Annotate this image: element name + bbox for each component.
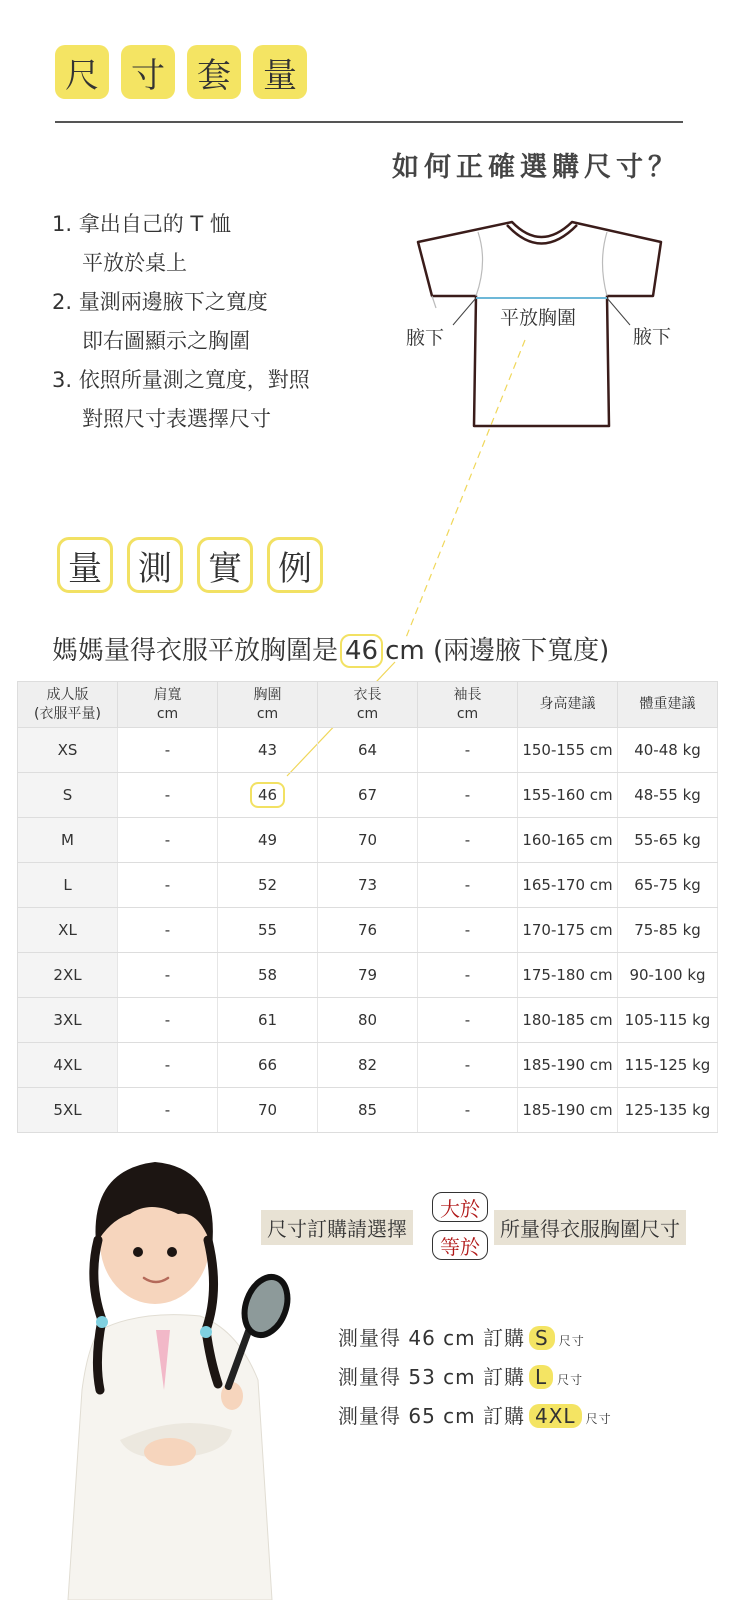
example-title-char: 量 bbox=[57, 537, 113, 593]
size-unit: 尺寸 bbox=[557, 1373, 584, 1387]
left-armpit-label: 腋下 bbox=[406, 327, 445, 349]
header-sleeve: 袖長 cm bbox=[418, 682, 518, 728]
table-cell: 52 bbox=[218, 863, 318, 908]
step-line: 2. 量測兩邊腋下之寬度 bbox=[52, 290, 268, 314]
size-pill: 4XL bbox=[529, 1404, 582, 1428]
title-char: 套 bbox=[187, 45, 241, 99]
rule-right-tag: 所量得衣服胸圍尺寸 bbox=[494, 1210, 686, 1245]
title-char: 寸 bbox=[121, 45, 175, 99]
table-row bbox=[18, 908, 718, 953]
size-cell: XS bbox=[18, 728, 118, 773]
header-shoulder: 肩寬 cm bbox=[118, 682, 218, 728]
header-height: 身高建議 bbox=[518, 682, 618, 728]
table-cell: - bbox=[118, 863, 218, 908]
size-cell: 3XL bbox=[18, 998, 118, 1043]
step-line: 1. 拿出自己的 T 恤 bbox=[52, 212, 231, 236]
example-title-char: 實 bbox=[197, 537, 253, 593]
step-line: 平放於桌上 bbox=[82, 251, 187, 275]
table-cell: 58 bbox=[218, 953, 318, 998]
example-line bbox=[338, 1361, 583, 1390]
table-cell: 48-55 kg bbox=[618, 773, 718, 818]
table-cell: 49 bbox=[218, 818, 318, 863]
table-cell: - bbox=[418, 863, 518, 908]
header-chest: 胸圍 cm bbox=[218, 682, 318, 728]
table-row bbox=[18, 818, 718, 863]
table-cell: 155-160 cm bbox=[518, 773, 618, 818]
table-cell: 160-165 cm bbox=[518, 818, 618, 863]
armpit-pointer-right bbox=[607, 298, 630, 325]
table-cell: 76 bbox=[318, 908, 418, 953]
size-pill: S bbox=[529, 1326, 555, 1350]
example-text: 測量得 46 cm 訂購 bbox=[338, 1326, 525, 1350]
example-text: 測量得 65 cm 訂購 bbox=[338, 1404, 525, 1428]
table-row bbox=[18, 953, 718, 998]
table-cell: - bbox=[418, 953, 518, 998]
table-cell: 105-115 kg bbox=[618, 998, 718, 1043]
step-line: 即右圖顯示之胸圍 bbox=[82, 329, 250, 353]
table-cell: 67 bbox=[318, 773, 418, 818]
headline-text: 媽媽量得衣服平放胸圍是 bbox=[52, 636, 339, 666]
table-cell: 55 bbox=[218, 908, 318, 953]
step-line: 對照尺寸表選擇尺寸 bbox=[82, 407, 271, 431]
table-row bbox=[18, 863, 718, 908]
table-cell: 115-125 kg bbox=[618, 1043, 718, 1088]
table-row bbox=[18, 728, 718, 773]
table-cell: - bbox=[118, 1088, 218, 1133]
table-cell: 185-190 cm bbox=[518, 1088, 618, 1133]
table-cell: 165-170 cm bbox=[518, 863, 618, 908]
table-cell: 40-48 kg bbox=[618, 728, 718, 773]
table-cell: - bbox=[418, 1043, 518, 1088]
table-cell bbox=[218, 773, 318, 818]
table-cell: - bbox=[118, 728, 218, 773]
table-cell: 82 bbox=[318, 1043, 418, 1088]
table-header-row bbox=[18, 682, 718, 728]
table-cell: 66 bbox=[218, 1043, 318, 1088]
size-cell: 2XL bbox=[18, 953, 118, 998]
table-row bbox=[18, 773, 718, 818]
size-cell: S bbox=[18, 773, 118, 818]
table-cell: 43 bbox=[218, 728, 318, 773]
header-size: 成人版 (衣服平量) bbox=[18, 682, 118, 728]
headline-text: cm (兩邊腋下寬度) bbox=[385, 636, 610, 666]
table-cell: 185-190 cm bbox=[518, 1043, 618, 1088]
chest-to-table-connector bbox=[405, 340, 525, 640]
table-cell: 64 bbox=[318, 728, 418, 773]
size-unit: 尺寸 bbox=[585, 1412, 612, 1426]
table-cell: 75-85 kg bbox=[618, 908, 718, 953]
chest-label: 平放胸圍 bbox=[500, 307, 577, 329]
header-weight: 體重建議 bbox=[618, 682, 718, 728]
table-cell: 180-185 cm bbox=[518, 998, 618, 1043]
table-cell: - bbox=[418, 773, 518, 818]
how-to-title: 如何正確選購尺寸？ bbox=[392, 152, 680, 183]
table-cell: - bbox=[118, 773, 218, 818]
table-row bbox=[18, 1088, 718, 1133]
size-cell: XL bbox=[18, 908, 118, 953]
right-armpit-label: 腋下 bbox=[633, 326, 672, 348]
table-cell: 80 bbox=[318, 998, 418, 1043]
table-cell: 70 bbox=[218, 1088, 318, 1133]
header-length: 衣長 cm bbox=[318, 682, 418, 728]
size-cell: L bbox=[18, 863, 118, 908]
armpit-pointer-left bbox=[453, 298, 476, 325]
child-illustration bbox=[60, 1140, 320, 1600]
table-cell: - bbox=[418, 728, 518, 773]
size-cell: 5XL bbox=[18, 1088, 118, 1133]
table-cell: 65-75 kg bbox=[618, 863, 718, 908]
table-cell: 150-155 cm bbox=[518, 728, 618, 773]
table-row bbox=[18, 1043, 718, 1088]
table-cell: - bbox=[118, 998, 218, 1043]
table-cell: 170-175 cm bbox=[518, 908, 618, 953]
table-cell: 73 bbox=[318, 863, 418, 908]
rule-bubble-greater: 大於 bbox=[432, 1192, 488, 1222]
size-table bbox=[17, 681, 718, 1133]
headline-value: 46 bbox=[340, 634, 383, 668]
size-pill: L bbox=[529, 1365, 553, 1389]
table-cell: 125-135 kg bbox=[618, 1088, 718, 1133]
table-cell: 175-180 cm bbox=[518, 953, 618, 998]
example-text: 測量得 53 cm 訂購 bbox=[338, 1365, 525, 1389]
table-cell: - bbox=[118, 818, 218, 863]
example-headline bbox=[52, 630, 609, 668]
example-title bbox=[57, 537, 323, 593]
table-cell: 90-100 kg bbox=[618, 953, 718, 998]
example-line bbox=[338, 1400, 612, 1429]
table-cell: - bbox=[118, 908, 218, 953]
table-cell: 61 bbox=[218, 998, 318, 1043]
size-cell: M bbox=[18, 818, 118, 863]
highlighted-chest-value: 46 bbox=[250, 782, 285, 808]
title-char: 尺 bbox=[55, 45, 109, 99]
table-cell: - bbox=[118, 1043, 218, 1088]
table-cell: - bbox=[418, 908, 518, 953]
table-cell: - bbox=[418, 1088, 518, 1133]
table-cell: - bbox=[118, 953, 218, 998]
table-cell: 55-65 kg bbox=[618, 818, 718, 863]
example-title-char: 例 bbox=[267, 537, 323, 593]
size-unit: 尺寸 bbox=[558, 1334, 585, 1348]
size-cell: 4XL bbox=[18, 1043, 118, 1088]
title-char: 量 bbox=[253, 45, 307, 99]
example-line bbox=[338, 1322, 585, 1351]
table-cell: 79 bbox=[318, 953, 418, 998]
rule-left-tag: 尺寸訂購請選擇 bbox=[261, 1210, 413, 1245]
table-cell: 70 bbox=[318, 818, 418, 863]
step-line: 3. 依照所量測之寬度，對照 bbox=[52, 368, 310, 392]
table-cell: - bbox=[418, 998, 518, 1043]
table-cell: 85 bbox=[318, 1088, 418, 1133]
table-row bbox=[18, 998, 718, 1043]
rule-bubble-equal: 等於 bbox=[432, 1230, 488, 1260]
example-title-char: 測 bbox=[127, 537, 183, 593]
table-cell: - bbox=[418, 818, 518, 863]
